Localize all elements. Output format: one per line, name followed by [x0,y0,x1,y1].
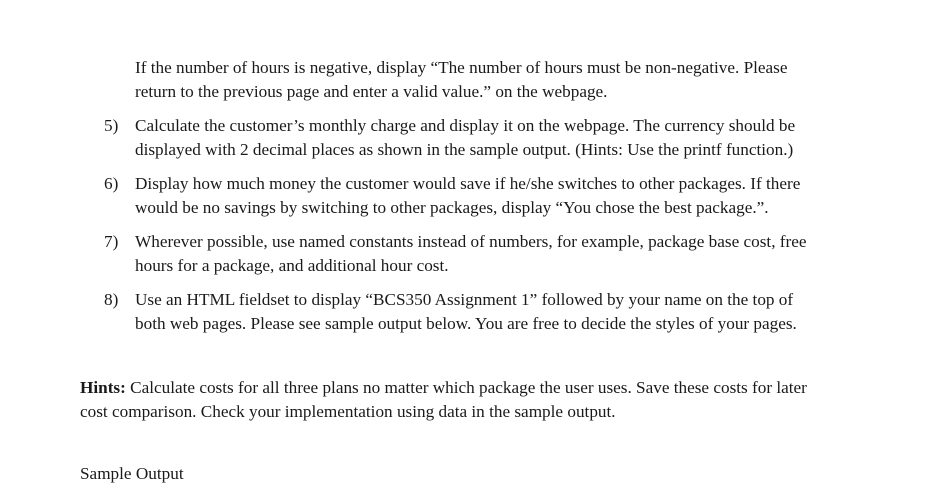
list-item-line: Use an HTML fieldset to display “BCS350 Assignment 1” followed by your name on the top of [135,290,794,309]
list-item-number: 7) [104,232,119,251]
list-item-number: 8) [104,290,119,309]
list-item-number: 6) [104,174,119,193]
hints-label: Hints: [80,378,126,397]
list-item-line: would be no savings by switching to other packages, display “You chose the best package.”. [135,198,769,217]
intro-line-2: return to the previous page and enter a valid value.” on the webpage. [135,82,608,101]
hints-paragraph [80,376,880,424]
list-item-line: displayed with 2 decimal places as shown in the sample output. (Hints: Use the printf function.) [135,140,794,159]
list-item-line: Calculate the customer’s monthly charge and display it on the webpage. The currency should be [135,116,796,135]
intro-line-1: If the number of hours is negative, display “The number of hours must be non-negative. Please [135,58,788,77]
intro-paragraph [135,56,895,104]
list-item-line: hours for a package, and additional hour cost. [135,256,449,275]
list-item-8 [104,288,904,336]
list-item-6 [104,172,904,220]
list-item-line: both web pages. Please see sample output below. You are free to decide the styles of your pages. [135,314,797,333]
list-item-number: 5) [104,116,119,135]
list-item-5 [104,114,904,162]
section-heading-cutoff: Sample Output [80,464,184,483]
list-item-7 [104,230,904,278]
hints-line-1: Calculate costs for all three plans no matter which package the user uses. Save these costs for later [125,378,807,397]
list-item-line: Display how much money the customer would save if he/she switches to other packages. If there [135,174,801,193]
hints-line-2: cost comparison. Check your implementation using data in the sample output. [80,402,616,421]
list-item-line: Wherever possible, use named constants instead of numbers, for example, package base cost, free [135,232,807,251]
